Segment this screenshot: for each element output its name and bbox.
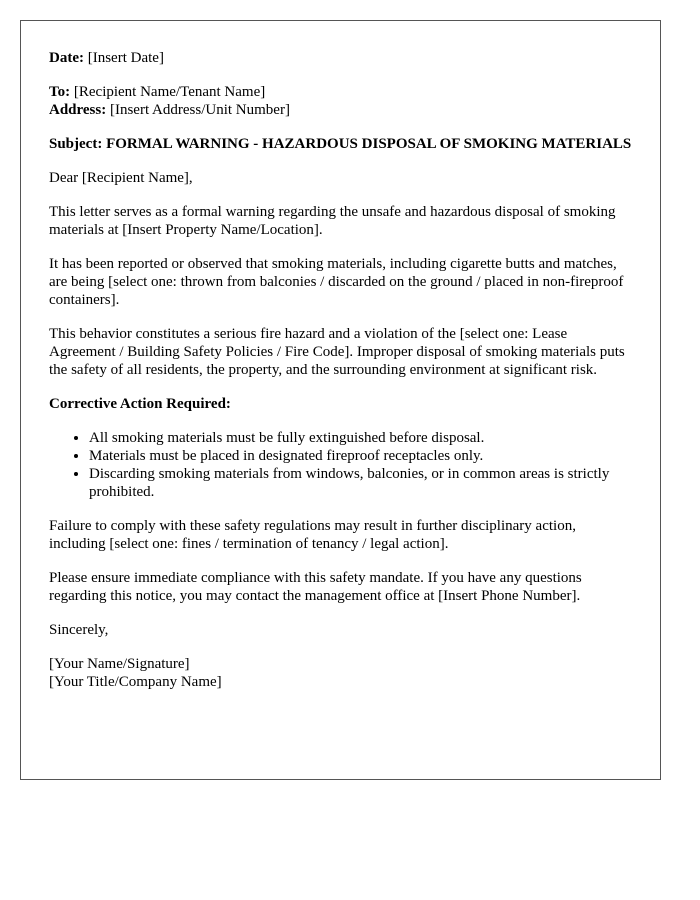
subject-value: FORMAL WARNING - HAZARDOUS DISPOSAL OF SMOKING MATERIALS <box>106 136 632 152</box>
date-value: [Insert Date] <box>87 50 164 66</box>
salutation: Dear [Recipient Name], <box>49 170 193 186</box>
list-item: • All smoking materials must be fully extinguished before disposal. <box>89 429 632 447</box>
address-line <box>49 101 632 119</box>
list-item: • Discarding smoking materials from windows, balconies, or in common areas is strictly prohibited. <box>89 465 632 501</box>
body-paragraph-2: It has been reported or observed that smoking materials, including cigarette butts and matches, are being [select one: thrown from balconies / discarded on the ground / placed in non-fireproof containers]. <box>49 256 624 308</box>
address-label: Address: <box>49 102 107 118</box>
signature-block <box>49 655 632 691</box>
corrective-action-list <box>49 429 632 501</box>
address-value: [Insert Address/Unit Number] <box>109 102 290 118</box>
closing: Sincerely, <box>49 622 109 638</box>
signer-title: [Your Title/Company Name] <box>49 674 222 690</box>
letter-document <box>20 20 661 780</box>
subject-label: Subject: <box>49 136 103 152</box>
corrective-action-heading: Corrective Action Required: <box>49 396 231 412</box>
subject-line <box>49 135 632 153</box>
consequence-paragraph: Failure to comply with these safety regulations may result in further disciplinary action, including [select one: fines / termination of tenancy / legal action]. <box>49 518 576 552</box>
to-line <box>49 83 632 101</box>
compliance-paragraph: Please ensure immediate compliance with this safety mandate. If you have any questions regarding this notice, you may contact the management office at [Insert Phone Number]. <box>49 570 582 604</box>
to-label: To: <box>49 84 71 100</box>
list-item: • Materials must be placed in designated fireproof receptacles only. <box>89 447 632 465</box>
body-paragraph-1: This letter serves as a formal warning regarding the unsafe and hazardous disposal of smoking materials at [Insert Property Name/Location]. <box>49 204 616 238</box>
signer-name: [Your Name/Signature] <box>49 656 190 672</box>
date-label: Date: <box>49 50 84 66</box>
date-line <box>49 49 632 67</box>
body-paragraph-3: This behavior constitutes a serious fire hazard and a violation of the [select one: Lease Agreement / Building Safety Policies / Fire Code]. Improper disposal of smoking materials puts the safety of all residents, the property, and the surrounding environment at significant risk. <box>49 326 625 378</box>
recipient-block <box>49 83 632 119</box>
to-value: [Recipient Name/Tenant Name] <box>73 84 266 100</box>
